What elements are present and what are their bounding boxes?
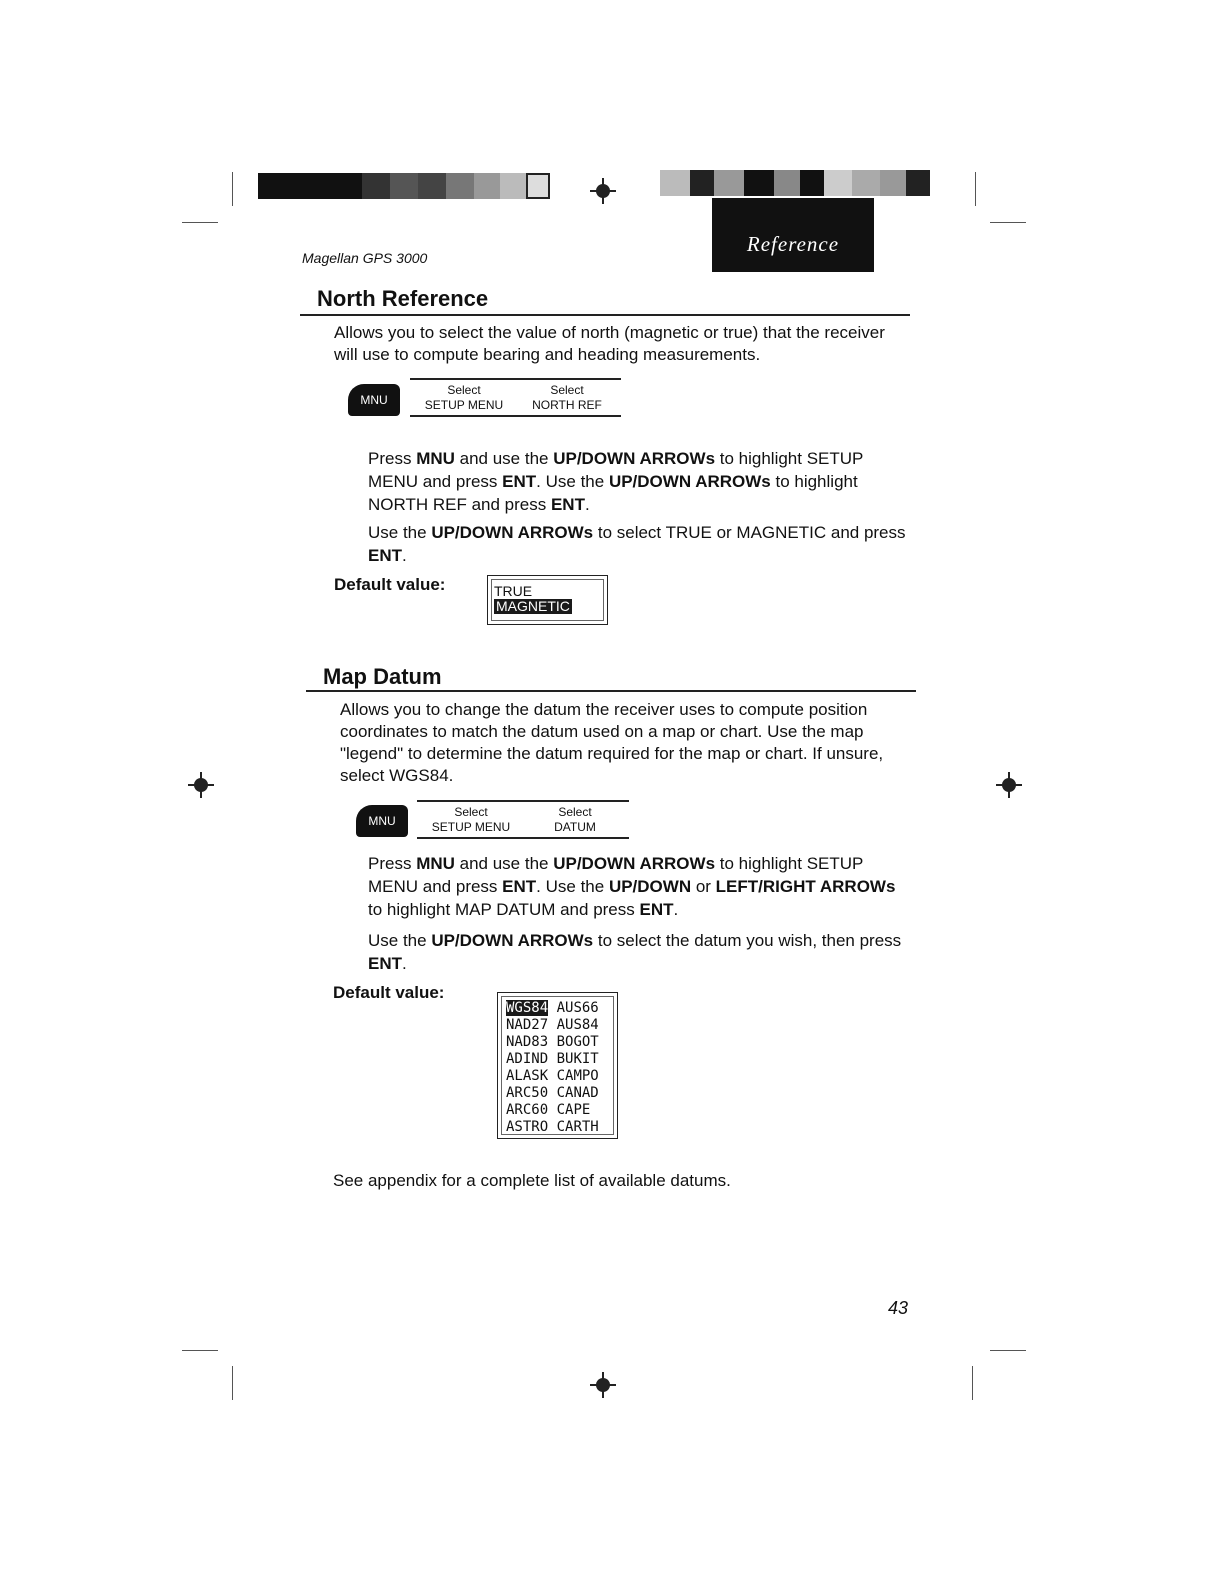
crop-mark bbox=[972, 1366, 973, 1400]
datum-option: AUS66 bbox=[556, 1000, 599, 1016]
north-reference-instructions-2: Use the UP/DOWN ARROWs to select TRUE or MAGNETIC and press ENT. bbox=[368, 523, 906, 565]
datum-row bbox=[506, 1000, 599, 1017]
step-select-datum: Select DATUM bbox=[521, 800, 629, 839]
datum-option: CARTH bbox=[556, 1119, 599, 1135]
section-rule bbox=[306, 690, 916, 692]
datum-option: CANAD bbox=[556, 1085, 599, 1101]
step-select-north-ref: Select NORTH REF bbox=[513, 378, 621, 417]
step-select-setup-menu: Select SETUP MENU bbox=[410, 378, 518, 417]
option-true: TRUE bbox=[494, 583, 533, 599]
crop-mark bbox=[232, 1366, 233, 1400]
datum-option: BOGOT bbox=[556, 1034, 599, 1050]
datum-option: ALASK bbox=[506, 1068, 549, 1084]
datum-option: NAD27 bbox=[506, 1017, 549, 1033]
north-reference-instructions: Press MNU and use the UP/DOWN ARROWs to highlight SETUP MENU and press ENT. Use the UP/DOWN ARROWs to highlight NORTH REF and press ENT. bbox=[368, 449, 864, 514]
datum-row bbox=[506, 1034, 599, 1051]
page-number: 43 bbox=[887, 1298, 908, 1318]
section-title-map-datum: Map Datum bbox=[323, 664, 442, 689]
datum-option: ADIND bbox=[506, 1051, 549, 1067]
map-datum-default-screen bbox=[497, 992, 618, 1139]
running-head: Magellan GPS 3000 bbox=[302, 250, 428, 266]
datum-row bbox=[506, 1068, 599, 1085]
crop-mark bbox=[990, 222, 1026, 223]
mnu-key-icon: MNU bbox=[348, 384, 400, 416]
mnu-key-icon: MNU bbox=[356, 805, 408, 837]
option-magnetic: MAGNETIC bbox=[496, 598, 570, 614]
datum-row bbox=[506, 1017, 599, 1034]
datum-option: NAD83 bbox=[506, 1034, 549, 1050]
crop-mark bbox=[232, 172, 233, 206]
map-datum-instructions-2: Use the UP/DOWN ARROWs to select the datum you wish, then press ENT. bbox=[368, 931, 902, 973]
datum-row bbox=[506, 1085, 599, 1102]
datum-footnote: See appendix for a complete list of available datums. bbox=[333, 1171, 731, 1190]
crop-mark bbox=[990, 1350, 1026, 1351]
section-title-north-reference: North Reference bbox=[317, 286, 489, 311]
map-datum-instructions: Press MNU and use the UP/DOWN ARROWs to highlight SETUP MENU and press ENT. Use the UP/DOWN or LEFT/RIGHT ARROWs to highlight MAP DATUM and press ENT. bbox=[368, 854, 896, 919]
crop-mark bbox=[182, 1350, 218, 1351]
crop-mark bbox=[975, 172, 976, 206]
datum-option: ARC50 bbox=[506, 1085, 549, 1101]
datum-option: ASTRO bbox=[506, 1119, 549, 1135]
datum-option: ARC60 bbox=[506, 1102, 549, 1118]
default-value-label: Default value: bbox=[334, 575, 446, 594]
map-datum-intro: Allows you to change the datum the receiver uses to compute position coordinates to match the datum used on a map or chart. Use the map "legend" to determine the datum required for the map or chart. If unsure, select WGS84. bbox=[340, 700, 884, 785]
registration-mark-icon bbox=[188, 772, 214, 798]
registration-mark-icon bbox=[590, 1372, 616, 1398]
datum-option: AUS84 bbox=[556, 1017, 599, 1033]
datum-option: BUKIT bbox=[556, 1051, 599, 1067]
north-ref-default-screen bbox=[487, 575, 608, 625]
datum-row bbox=[506, 1102, 599, 1119]
step-select-setup-menu: Select SETUP MENU bbox=[417, 800, 525, 839]
datum-option: CAPE bbox=[556, 1102, 591, 1118]
section-tab: Reference bbox=[712, 198, 874, 272]
print-color-bar-left bbox=[258, 173, 550, 199]
registration-mark-icon bbox=[590, 178, 616, 204]
datum-row bbox=[506, 1119, 599, 1136]
crop-mark bbox=[182, 222, 218, 223]
print-color-bar-right bbox=[660, 170, 930, 196]
registration-mark-icon bbox=[996, 772, 1022, 798]
datum-option: WGS84 bbox=[506, 1000, 549, 1016]
section-rule bbox=[300, 314, 910, 316]
datum-option: CAMPO bbox=[556, 1068, 599, 1084]
north-reference-intro: Allows you to select the value of north (magnetic or true) that the receiver will use to compute bearing and heading measurements. bbox=[334, 323, 885, 364]
datum-row bbox=[506, 1051, 599, 1068]
default-value-label: Default value: bbox=[333, 983, 445, 1002]
